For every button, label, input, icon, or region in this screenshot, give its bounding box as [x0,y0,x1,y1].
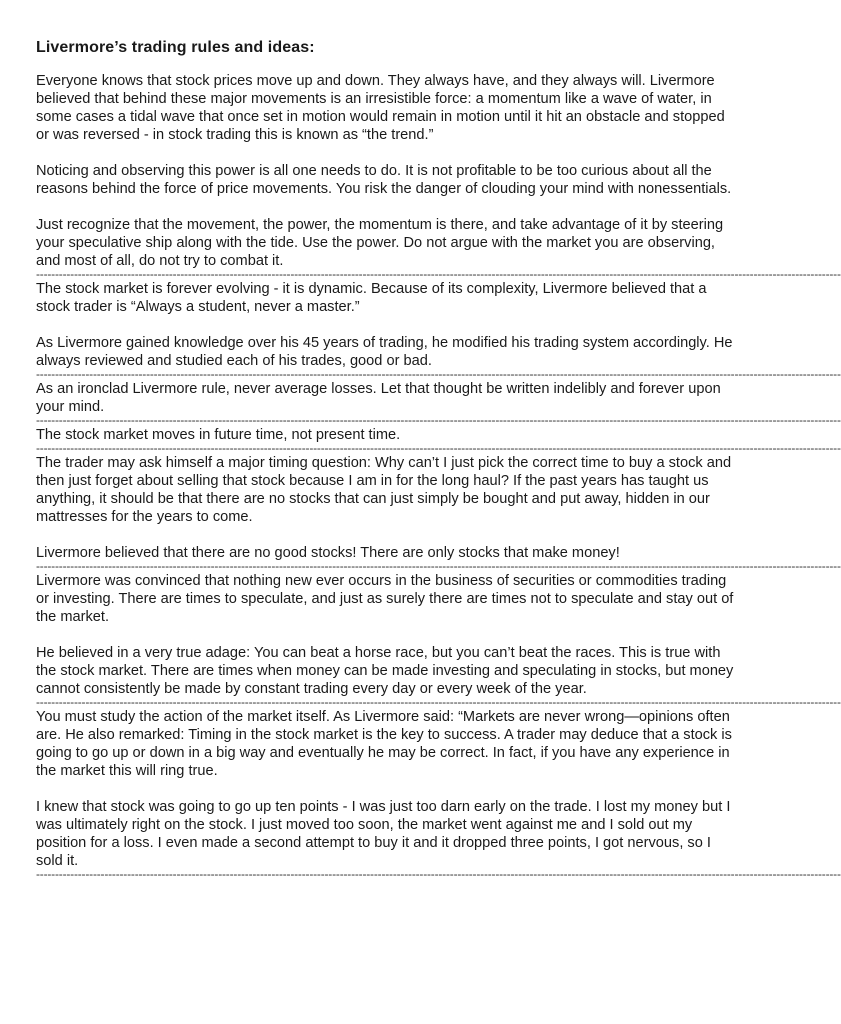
paragraph: As an ironclad Livermore rule, never average losses. Let that thought be written indelibly and forever upon your mind. [36,381,721,415]
section [36,380,736,416]
section-divider: -------------------------------------------------------------------------------------------------------------------------------------------------------------------------------------------------------------------- [36,413,841,427]
paragraph: He believed in a very true adage: You can beat a horse race, but you can’t beat the races. This is true with the stock market. There are times when money can be made investing and speculating in stocks, but money cannot consistently be made by constant trading every day or every week of the year. [36,645,734,697]
section-divider: -------------------------------------------------------------------------------------------------------------------------------------------------------------------------------------------------------------------- [36,367,841,381]
section-divider: -------------------------------------------------------------------------------------------------------------------------------------------------------------------------------------------------------------------- [36,695,841,709]
section [36,708,736,870]
section [36,280,736,370]
paragraph: As Livermore gained knowledge over his 45 years of trading, he modified his trading system accordingly. He always reviewed and studied each of his trades, good or bad. [36,335,733,369]
section-divider: -------------------------------------------------------------------------------------------------------------------------------------------------------------------------------------------------------------------- [36,441,841,455]
paragraph: You must study the action of the market itself. As Livermore said: “Markets are never wrong—opinions often are. He also remarked: Timing in the stock market is the key to success. A trader may deduce that a stock is going to go up or down in a big way and eventually he may be correct. In fact, if you have any experience in the market this will ring true. [36,709,732,779]
paragraph: I knew that stock was going to go up ten points - I was just too darn early on the trade. I lost my money but I was ultimately right on the stock. I just moved too soon, the market went against me and I sold out my position for a loss. I even made a second attempt to buy it and it dropped three points, I got nervous, so I sold it. [36,799,731,869]
document-page [36,38,841,881]
document-title: Livermore’s trading rules and ideas: [36,39,315,56]
paragraph: Everyone knows that stock prices move up and down. They always have, and they always will. Livermore believed that behind these major movements is an irresistible force: a momentum like a wave of water, in some cases a tidal wave that once set in motion would remain in motion until it hit an obstacle and stopped or was reversed - in stock trading this is known as “the trend.” [36,73,725,143]
section-divider: -------------------------------------------------------------------------------------------------------------------------------------------------------------------------------------------------------------------- [36,867,841,881]
paragraph: Livermore was convinced that nothing new ever occurs in the business of securities or commodities trading or investing. There are times to speculate, and just as surely there are times not to speculate and stay out of the market. [36,573,734,625]
section [36,72,736,270]
paragraph: The trader may ask himself a major timing question: Why can’t I just pick the correct time to buy a stock and then just forget about selling that stock because I am in for the long haul? If the past years has taught us anything, it should be that there are no stocks that can just simply be bought and put away, hidden in our mattresses for the years to come. [36,455,732,525]
paragraph: Noticing and observing this power is all one needs to do. It is not profitable to be too curious about all the reasons behind the force of price movements. You risk the danger of clouding your mind with nonessentials. [36,163,732,197]
section-divider: -------------------------------------------------------------------------------------------------------------------------------------------------------------------------------------------------------------------- [36,267,841,281]
paragraph: The stock market is forever evolving - it is dynamic. Because of its complexity, Livermore believed that a stock trader is “Always a student, never a master.” [36,281,707,315]
section [36,572,736,698]
paragraph: Just recognize that the movement, the power, the momentum is there, and take advantage of it by steering your speculative ship along with the tide. Use the power. Do not argue with the market you are observing, and most of all, do not try to combat it. [36,217,724,269]
paragraph: Livermore believed that there are no good stocks! There are only stocks that make money! [36,545,620,561]
section-divider: -------------------------------------------------------------------------------------------------------------------------------------------------------------------------------------------------------------------- [36,559,841,573]
section [36,454,736,562]
paragraph: The stock market moves in future time, not present time. [36,427,401,443]
